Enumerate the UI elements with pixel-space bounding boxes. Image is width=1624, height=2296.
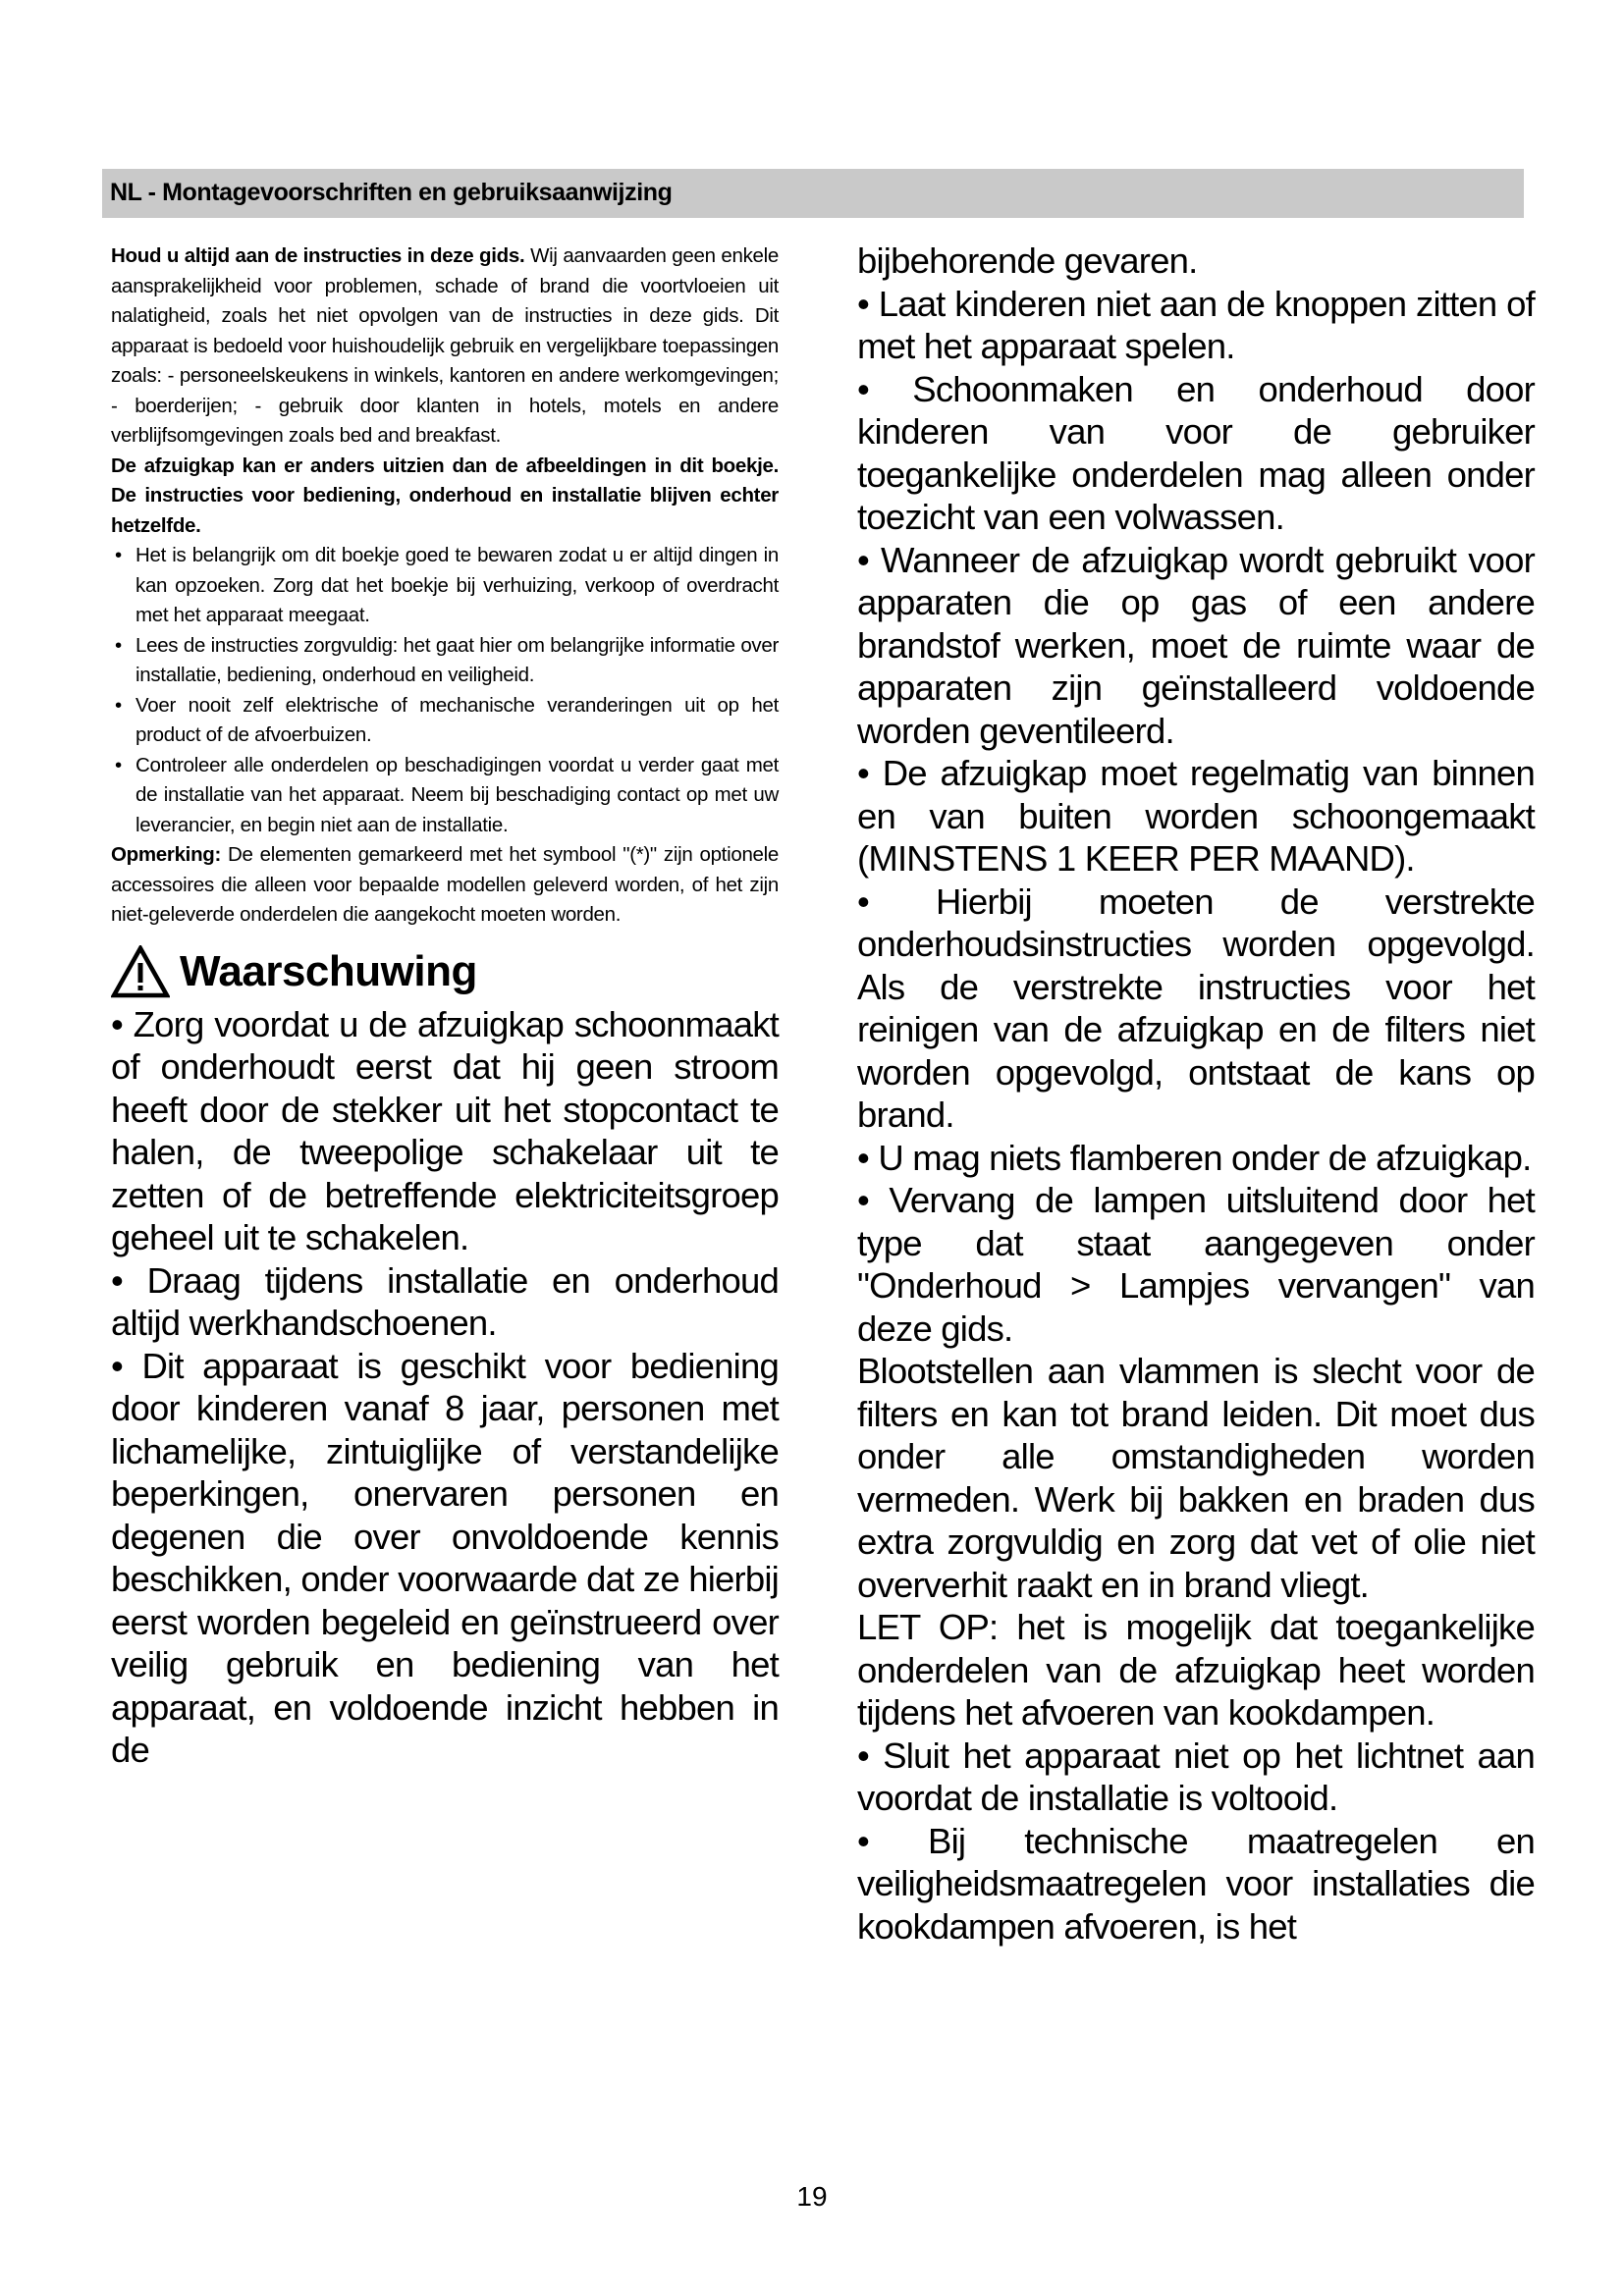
warning-triangle-icon <box>111 945 170 998</box>
list-item: • Lees de instructies zorgvuldig: het gaat hier om belangrijke informatie over installatie, bediening, onderhoud en veiligheid. <box>111 631 779 691</box>
right-paragraph: • Vervang de lampen uitsluitend door het type dat staat aangegeven onder "Onderhoud > Lampjes vervangen" van deze gids. <box>857 1180 1535 1349</box>
right-paragraph: • U mag niets flamberen onder de afzuigkap. <box>857 1137 1532 1178</box>
intro-bold: Houd u altijd aan de instructies in deze gids. <box>111 244 525 267</box>
section-title: NL - Montagevoorschriften en gebruiksaanwijzing <box>110 179 673 206</box>
warning-paragraph: • Draag tijdens installatie en onderhoud altijd werkhandschoenen. <box>111 1259 779 1343</box>
instruction-list <box>111 541 779 840</box>
right-paragraph: LET OP: het is mogelijk dat toegankelijke onderdelen van de afzuigkap heet worden tijdens het afvoeren van kookdampen. <box>857 1607 1535 1733</box>
remark-label: Opmerking: <box>111 843 222 866</box>
right-column <box>857 240 1535 1948</box>
right-paragraph: • De afzuigkap moet regelmatig van binnen en van buiten worden schoongemaakt (MINSTENS 1 KEER PER MAAND). <box>857 753 1535 879</box>
right-paragraph: • Bij technische maatregelen en veiligheidsmaatregelen voor installaties die kookdampen afvoeren, is het <box>857 1820 1535 1947</box>
right-paragraph: • Schoonmaken en onderhoud door kinderen van voor de gebruiker toegankelijke onderdelen mag alleen onder toezicht van een volwassen. <box>857 368 1535 537</box>
list-item: • Controleer alle onderdelen op beschadigingen voordat u verder gaat met de installatie van het apparaat. Neem bij beschadiging contact op met uw leverancier, en begin niet aan de installatie. <box>111 751 779 841</box>
intro-text: Wij aanvaarden geen enkele aansprakelijkheid voor problemen, schade of brand die voortvloeien uit nalatigheid, zoals het niet opvolgen van de instructies in deze gids. Dit apparaat is bedoeld voor huishoudelijk gebruik en vergelijkbare toepassingen zoals: - personeelskeukens in winkels, kantoren en andere werkomgevingen; - boerderijen; - gebruik door klanten in hotels, motels en andere verblijfsomgevingen zoals bed and breakfast. <box>111 244 779 447</box>
page-number: 19 <box>796 2181 828 2212</box>
warning-heading <box>111 944 779 999</box>
remark-paragraph <box>111 840 779 931</box>
warning-body <box>111 1003 779 1772</box>
right-paragraph: • Sluit het apparaat niet op het lichtnet aan voordat de installatie is voltooid. <box>857 1735 1535 1818</box>
intro-paragraph <box>111 241 779 452</box>
warning-paragraph: • Zorg voordat u de afzuigkap schoonmaakt of onderhoudt eerst dat hij geen stroom heeft door de stekker uit het stopcontact te halen, de tweepolige schakelaar uit te zetten of de betreffende elektriciteitsgroep geheel uit te schakelen. <box>111 1003 779 1257</box>
right-paragraph: • Laat kinderen niet aan de knoppen zitten of met het apparaat spelen. <box>857 283 1535 366</box>
remark-text: De elementen gemarkeerd met het symbool "(*)" zijn optionele accessoires die alleen voor bepaalde modellen geleverd worden, of het zijn niet-geleverde onderdelen die aangekocht moeten worden. <box>111 843 779 926</box>
section-header <box>102 169 1524 218</box>
warning-paragraph: • Dit apparaat is geschikt voor bediening door kinderen vanaf 8 jaar, personen met lichamelijke, zintuiglijke of verstandelijke beperkingen, onervaren personen en degenen die over onvoldoende kennis beschikken, onder voorwaarde dat ze hierbij eerst worden begeleid en geïnstrueerd over veilig gebruik en bediening van het apparaat, en voldoende inzicht hebben in de <box>111 1345 779 1770</box>
notice-bold: De afzuigkap kan er anders uitzien dan de afbeeldingen in dit boekje. De instructies voor bediening, onderhoud en installatie blijven echter hetzelfde. <box>111 454 779 537</box>
notice-paragraph <box>111 452 779 542</box>
right-paragraph: • Hierbij moeten de verstrekte onderhoudsinstructies worden opgevolgd. Als de verstrekte instructies voor het reinigen van de afzuigkap en de filters niet worden opgevolgd, ontstaat de kans op brand. <box>857 881 1535 1135</box>
list-item: • Voer nooit zelf elektrische of mechanische veranderingen uit op het product of de afvoerbuizen. <box>111 691 779 751</box>
right-paragraph: bijbehorende gevaren. <box>857 240 1198 281</box>
list-item: • Het is belangrijk om dit boekje goed te bewaren zodat u er altijd dingen in kan opzoeken. Zorg dat het boekje bij verhuizing, verkoop of overdracht met het apparaat meegaat. <box>111 541 779 631</box>
warning-title: Waarschuwing <box>180 946 477 995</box>
intro-section <box>111 241 779 931</box>
left-column <box>111 241 779 1772</box>
right-paragraph: • Wanneer de afzuigkap wordt gebruikt voor apparaten die op gas of een andere brandstof werken, moet de ruimte waar de apparaten zijn geïnstalleerd voldoende worden geventileerd. <box>857 539 1535 751</box>
right-paragraph: Blootstellen aan vlammen is slecht voor de filters en kan tot brand leiden. Dit moet dus onder alle omstandigheden worden vermeden. Werk bij bakken en braden dus extra zorgvuldig en zorg dat vet of olie niet oververhit raakt en in brand vliegt. <box>857 1351 1535 1605</box>
